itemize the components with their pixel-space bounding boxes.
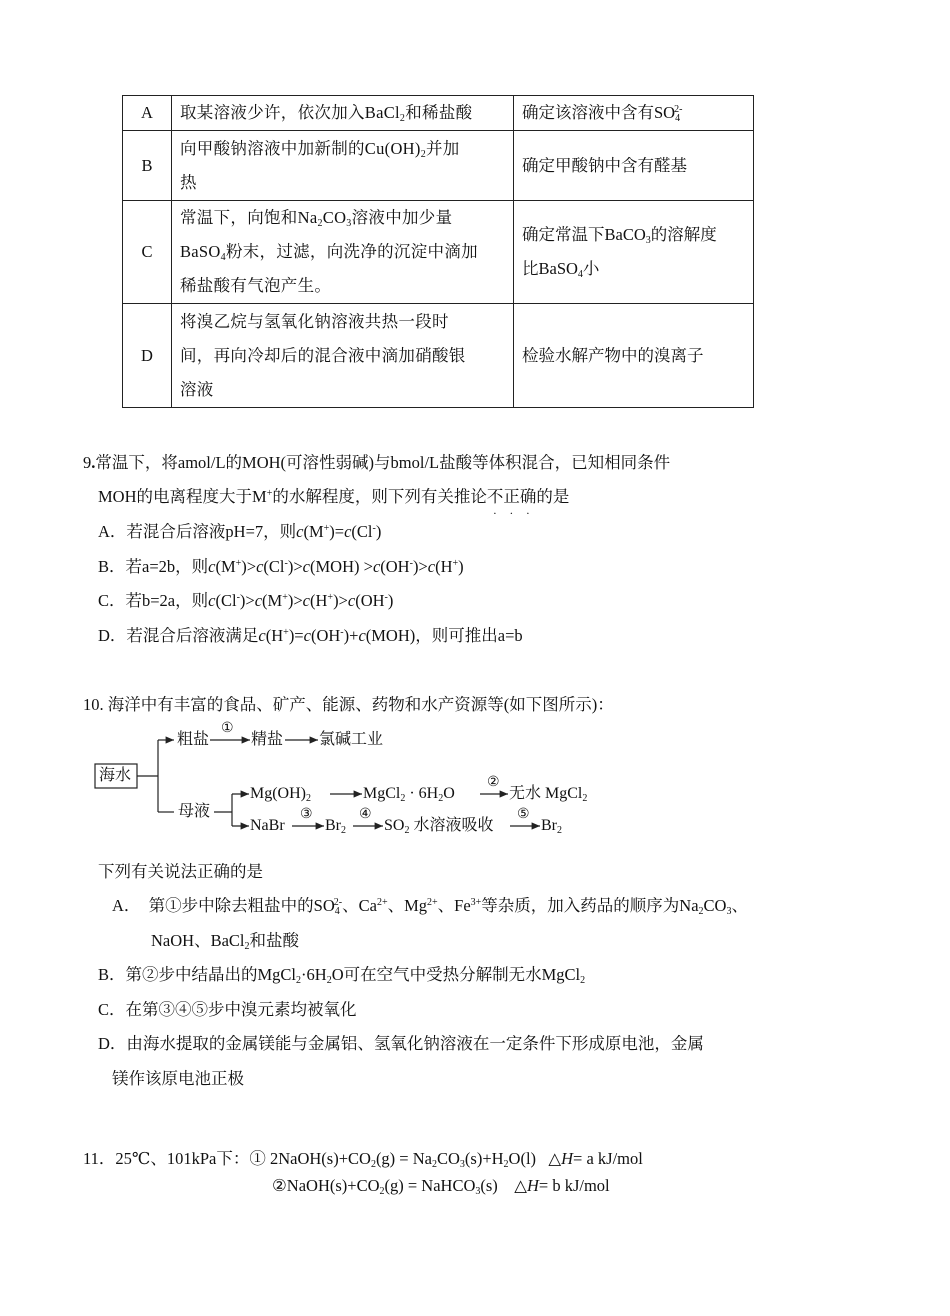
br2-label: $Br_2$: [325, 817, 346, 836]
row-purpose: 检验水解产物中的溴离子: [514, 304, 754, 408]
chlor-alkali-label: 氯碱工业: [319, 731, 384, 748]
q11-line2: $②NaOH(s)+CO_2(g)$ = NaHCO$_3$(s) △H= b kJ/mol: [272, 1176, 610, 1197]
q10-option-a-line2: NaOH、BaCl$_2$和盐酸: [151, 931, 299, 952]
row-label: A: [123, 96, 172, 131]
row-operation: 取某溶液少许，依次加入BaCl$_2$和稀盐酸: [172, 96, 514, 131]
row-operation: 常温下，向饱和$Na_2CO_3$溶液中加少量 BaSO$_4$粉末，过滤，向洗净的沉淀中滴加 稀盐酸有气泡产生。: [172, 201, 514, 304]
row-purpose: 确定常温下BaCO$_3$的溶解度 比BaSO$_4$小: [514, 201, 754, 304]
step-2-marker: ②: [487, 775, 500, 790]
table-row: [123, 96, 754, 131]
step-3-marker: ③: [300, 807, 313, 822]
refined-salt-label: 精盐: [251, 731, 284, 748]
so2-absorb-label: $SO_2$ 水溶液吸收: [384, 817, 494, 836]
anhydrous-mgcl2-label: 无水 MgCl$_2$: [509, 785, 588, 804]
mother-liquor-label: 母液: [178, 803, 211, 820]
q9-stem-line2: MOH的电离程度大于M+的水解程度，则下列有关推论不 · 正 · 确 · 的是: [98, 487, 570, 520]
q9-option-c: C．若b=2a，则c(Cl-)>c(M+)>c(H+)>c(OH-): [98, 591, 394, 610]
q10-option-d-line2: 镁作该原电池正极: [112, 1069, 244, 1088]
row-purpose: 确定甲酸钠中含有醛基: [514, 131, 754, 201]
q9-option-d: D．若混合后溶液满足c(H+)=c(OH-)+c(MOH)，则可推出a=b: [98, 626, 523, 645]
q11-line1: 11．25℃、101kPa下：① $2NaOH(s)+CO_2(g) = Na_2CO_3(s)+H_2O(l)$ △H= a kJ/mol: [83, 1149, 643, 1170]
crude-salt-label: 粗盐: [177, 731, 210, 748]
table-row: [123, 304, 754, 408]
q10-option-a-line1: A． 第①步中除去粗盐中的$SO_4^{2-}$、$Ca^{2+}$、$Mg^{2+}$、$Fe^{3+}$等杂质，加入药品的顺序为$Na_2CO_3$、: [112, 896, 748, 917]
row-label: D: [123, 304, 172, 408]
q10-option-b: B．第②步中结晶出的$MgCl_2\cdot 6H_2O$可在空气中受热分解制无水MgCl$_2$: [98, 965, 586, 986]
q10-prompt: 下列有关说法正确的是: [98, 862, 263, 881]
mgcl2-hydrate-label: MgCl$_2$ · $6H_2O$: [363, 785, 455, 804]
row-operation: 将溴乙烷与氢氧化钠溶液共热一段时 间，再向冷却后的混合液中滴加硝酸银 溶液: [172, 304, 514, 408]
seawater-resource-diagram: [92, 722, 652, 847]
row-purpose: 确定该溶液中含有$SO_4^{2-}$: [514, 96, 754, 131]
step-4-marker: ④: [359, 807, 372, 822]
step-1-marker: ①: [221, 721, 234, 736]
q10-option-d-line1: D．由海水提取的金属镁能与金属铝、氢氧化钠溶液在一定条件下形成原电池，金属: [98, 1034, 704, 1053]
br2-product-label: $Br_2$: [541, 817, 562, 836]
mgoh2-label: $Mg(OH)_2$: [250, 785, 311, 804]
table-row: [123, 131, 754, 201]
step-5-marker: ⑤: [517, 807, 530, 822]
q9-stem-line1: 9.常温下，将amol/L的MOH(可溶性弱碱)与bmol/L盐酸等体积混合，已知相同条件: [83, 453, 671, 472]
q10-stem: 10. 海洋中有丰富的食品、矿产、能源、药物和水产资源等(如下图所示)：: [83, 695, 614, 714]
seawater-label: 海水: [99, 767, 132, 784]
q10-option-c: C．在第③④⑤步中溴元素均被氧化: [98, 1000, 357, 1019]
q9-option-a: A．若混合后溶液pH=7，则c(M+)=c(Cl-): [98, 522, 382, 541]
options-table: [122, 95, 754, 408]
row-operation: 向甲酸钠溶液中加新制的$Cu(OH)_2$并加 热: [172, 131, 514, 201]
table-row: [123, 201, 754, 304]
q9-option-b: B．若a=2b，则c(M+)>c(Cl-)>c(MOH) >c(OH-)>c(H+): [98, 557, 464, 576]
row-label: C: [123, 201, 172, 304]
nabr-label: NaBr: [250, 817, 285, 834]
row-label: B: [123, 131, 172, 201]
